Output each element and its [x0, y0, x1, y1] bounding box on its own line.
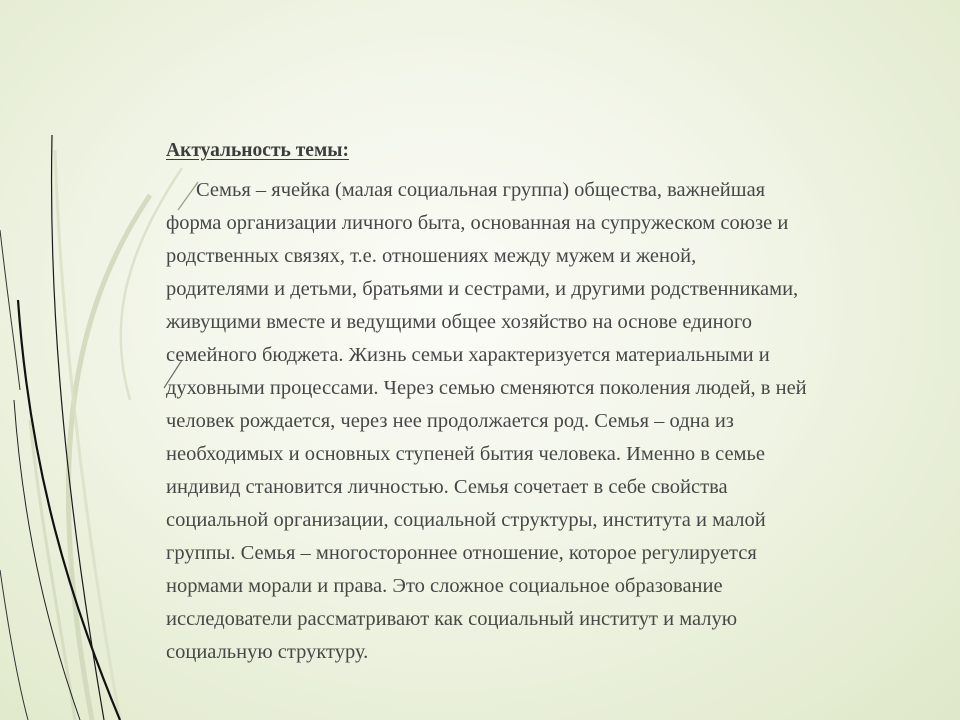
- paragraph-line: нормами морали и права. Это сложное социальное образование: [166, 575, 723, 597]
- paragraph-line: социальной организации, социальной структуры, института и малой: [166, 509, 766, 531]
- paragraph-line: родителями и детьми, братьями и сестрами, и другими родственниками,: [166, 278, 799, 300]
- paragraph-line: группы. Семья – многостороннее отношение, которое регулируется: [166, 542, 757, 564]
- text-content: [166, 136, 916, 669]
- paragraph-line: форма организации личного быта, основанная на супружеском союзе и: [166, 212, 789, 234]
- paragraph-line: индивид становится личностью. Семья сочетает в себе свойства: [166, 476, 728, 498]
- paragraph-line: исследователи рассматривают как социальный институт и малую: [166, 608, 738, 630]
- paragraph-line: необходимых и основных ступеней бытия человека. Именно в семье: [166, 443, 765, 465]
- paragraph-line: социальную структуру.: [166, 641, 369, 663]
- paragraph-line: семейного бюджета. Жизнь семьи характеризуется материальными и: [166, 344, 770, 366]
- paragraph-line: родственных связях, т.е. отношениях между мужем и женой,: [166, 245, 697, 267]
- paragraph-line: человек рождается, через нее продолжается род. Семья – одна из: [166, 410, 734, 432]
- paragraph-line: духовными процессами. Через семью сменяются поколения людей, в ней: [166, 377, 807, 399]
- paragraph-line: Семья – ячейка (малая социальная группа) общества, важнейшая: [196, 179, 766, 201]
- paragraph: [166, 174, 916, 669]
- slide-heading: Актуальность темы:: [166, 140, 349, 161]
- paragraph-line: живущими вместе и ведущими общее хозяйство на основе единого: [166, 311, 753, 333]
